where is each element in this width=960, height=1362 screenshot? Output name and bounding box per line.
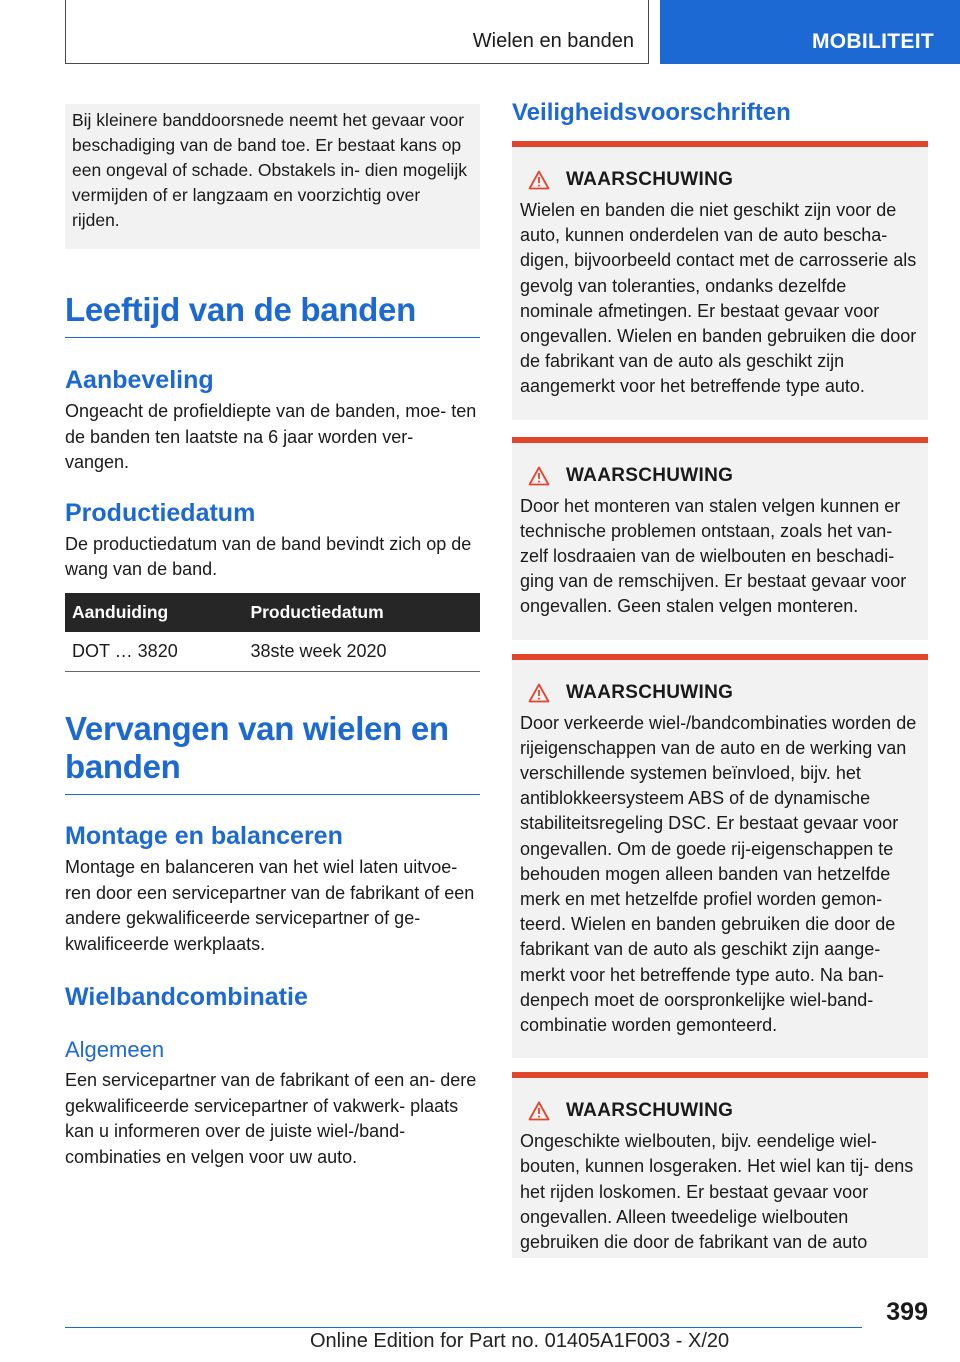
page-number: 399: [886, 1298, 928, 1326]
table-row: [65, 632, 480, 672]
edition-footer: Online Edition for Part no. 01405A1F003 - X/20: [310, 1330, 730, 1352]
warning-label: WAARSCHUWING: [566, 1100, 734, 1122]
warning-title: [520, 1100, 920, 1122]
table-header-row: [65, 593, 480, 632]
warning-box-1: [512, 141, 928, 420]
table-header-date: Productiedatum: [243, 593, 480, 632]
heading-recommendation: Aanbeveling: [65, 366, 214, 394]
warning-text: Door het monteren van stalen velgen kunnen er technische problemen ontstaan, zoals het van- zelf losdraaien van de wielbouten en beschadi- ging van de remschijven. Er bestaat gevaar voor ongevallen. Geen stalen velgen monteren.: [520, 495, 907, 617]
warning-title: [520, 169, 920, 191]
recommendation-text: Ongeacht de profieldiepte van de banden, moe- ten de banden ten laatste na 6 jaar worden ver- vangen.: [65, 401, 477, 472]
warning-label: WAARSCHUWING: [566, 681, 734, 703]
section-title: Wielen en banden: [472, 30, 634, 52]
warning-triangle-icon: [528, 1101, 550, 1121]
warning-text: Ongeschikte wielbouten, bijv. eendelige wiel- bouten, kunnen losgeraken. Het wiel kan tij- dens het rijden loskomen. Er bestaat gevaar voor ongevallen. Alleen tweedelige wielbouten gebruiken die door de fabrikant van de auto: [520, 1131, 914, 1253]
warning-title: [520, 682, 920, 704]
note-text: Bij kleinere banddoorsnede neemt het gevaar voor beschadiging van de band toe. Er bestaat kans op een ongeval of schade. Obstakels in- dien mogelijk vermijden of er langzaam en voorzichtig over rijden.: [72, 110, 467, 230]
heading-safety: Veiligheidsvoorschriften: [512, 99, 791, 126]
table-cell-code: DOT … 3820: [65, 632, 243, 672]
heading-production-date: Productiedatum: [65, 498, 256, 527]
general-text: Een servicepartner van de fabrikant of een an- dere gekwalificeerde servicepartner of vakwerk- plaats kan u informeren over de juiste wiel-/band- combinaties en velgen voor uw auto.: [65, 1070, 477, 1167]
warning-title: [520, 465, 920, 487]
chapter-title: MOBILITEIT: [812, 30, 934, 53]
header-section-box: [65, 0, 649, 64]
warning-triangle-icon: [528, 170, 550, 190]
note-box: [65, 104, 480, 249]
heading-mounting: Montage en balanceren: [65, 822, 343, 850]
chapter-tab: [660, 0, 960, 64]
heading-general: Algemeen: [65, 1037, 165, 1062]
warning-text: Wielen en banden die niet geschikt zijn voor de auto, kunnen onderdelen van de auto bescha- digen, bijvoorbeeld contact met de carrosserie als gevolg van toleranties, ondanks dezelfde nominale afmetingen. Er bestaat gevaar voor ongevallen. Wielen en banden gebruiken die door de fabrikant van de auto als geschikt zijn aangemerkt voor het betreffende type auto.: [520, 200, 917, 397]
heading-tire-age: Leeftijd van de banden: [65, 291, 480, 338]
warning-box-2: [512, 437, 928, 640]
warning-box-3: [512, 654, 928, 1059]
warning-label: WAARSCHUWING: [566, 169, 734, 190]
warning-triangle-icon: [528, 683, 550, 703]
footer-divider: [65, 1327, 862, 1328]
right-column: [512, 98, 928, 1272]
table-header-marking: Aanduiding: [65, 593, 243, 632]
production-date-text: De productiedatum van de band bevindt zich op de wang van de band.: [65, 533, 472, 579]
left-column: [65, 104, 480, 1170]
warning-text: Door verkeerde wiel-/bandcombinaties worden de rijeigenschappen van de auto en de werking van verschillende systemen beïnvloed, bijv. het antiblokkeersysteem ABS of de dynamische stabiliteitsregeling DSC. Er bestaat gevaar voor ongevallen. Om de goede rij-eigenschappen te behouden mogen alleen banden van hetzelfde merk en met hetzelfde profiel worden gemon- teerd. Wielen en banden gebruiken die door de fabrikant van de auto als geschikt zijn aange- merkt voor het betreffende type auto. Na ban- denpech moet de oorspronkelijke wiel-band- combinatie worden gemonteerd.: [520, 712, 917, 1036]
warning-triangle-icon: [528, 466, 550, 486]
mounting-text: Montage en balanceren van het wiel laten uitvoe- ren door een servicepartner van de fabrikant of een andere gekwalificeerde servicepartner of ge- kwalificeerde werkplaats.: [65, 857, 475, 954]
warning-label: WAARSCHUWING: [566, 464, 734, 486]
table-cell-date: 38ste week 2020: [243, 632, 480, 672]
heading-replace-wheels: Vervangen van wielen en banden: [65, 710, 480, 795]
production-date-table: [65, 593, 480, 673]
warning-box-4: [512, 1072, 928, 1258]
heading-wheel-tire-combination: Wielbandcombinatie: [65, 983, 308, 1011]
